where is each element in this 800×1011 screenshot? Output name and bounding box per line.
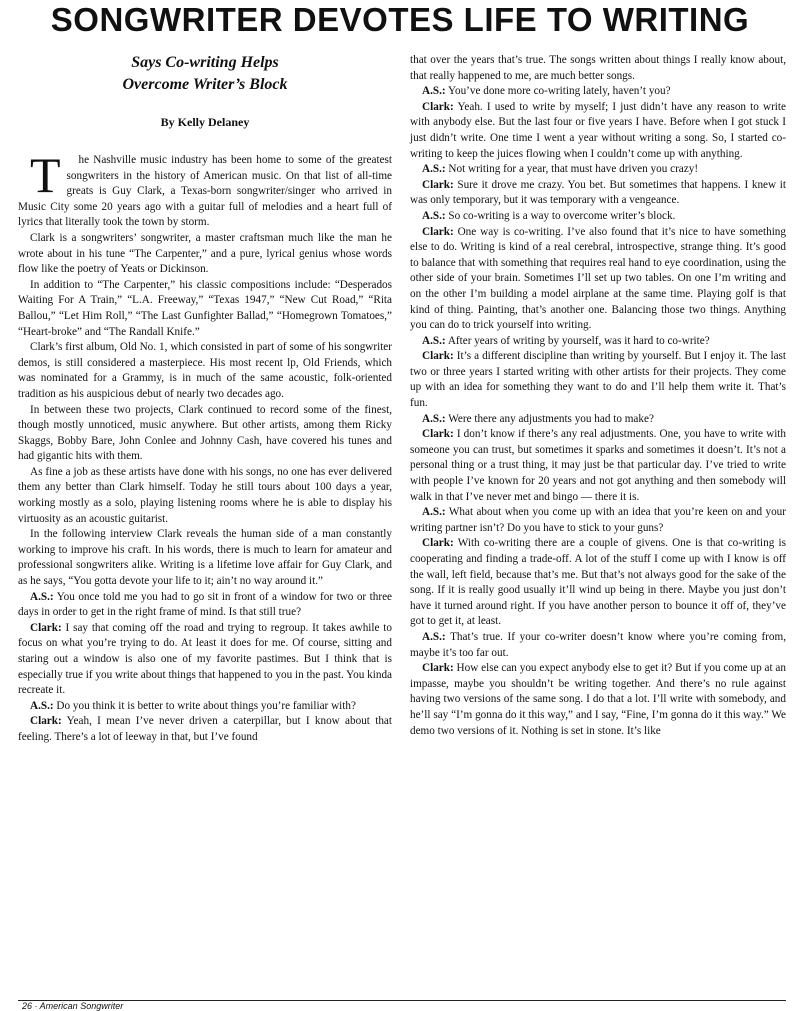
body-paragraph: In addition to “The Carpenter,” his classic compositions include: “Desperados Waiting For A Train,” “L.A. Freeway,” “Texas 1947,” “New Cut Road,” “Rita Ballou,” “Let Him Roll,” “The Last Gunfighter Ballad,” “Homegrown Tomatoes,” “Heart-broke” and “The Randall Knife.” [18, 278, 392, 338]
left-column [18, 147, 392, 746]
qa-paragraph [410, 536, 786, 630]
speaker-label: A.S.: [422, 85, 446, 98]
speaker-label: Clark: [30, 621, 62, 634]
body-paragraph: As fine a job as these artists have done with his songs, no one has ever delivered them any better than Clark himself. Today he still tours about 100 days a year, working mostly as a solo, playing listening rooms where he is able to display his virtuosity as an acoustic guitarist. [18, 465, 392, 525]
speaker-label: A.S.: [422, 506, 446, 519]
speaker-label: Clark: [422, 350, 454, 363]
qa-paragraph [410, 162, 786, 178]
qa-paragraph [410, 209, 786, 225]
speaker-label: Clark: [422, 225, 454, 238]
qa-paragraph [18, 621, 392, 699]
qa-paragraph [410, 334, 786, 350]
qa-text: That’s true. If your co-writer doesn’t know where you’re coming from, maybe it’s too far out. [410, 630, 786, 659]
speaker-label: A.S.: [422, 209, 446, 222]
qa-text: Not writing for a year, that must have driven you crazy! [448, 163, 699, 176]
qa-text: One way is co-writing. I’ve also found that it’s nice to have something else to do. Writing is kind of a real cerebral, introspective, strange thing. It’s good to balance that with something that requires real hand to eye coordination, using the other side of your brain. Sometimes I’ll set up two tables. On one I’m writing and on the other I’m building a model airplane at the same time. Playing golf is that kind of thing. Painting, that’s another one. Balancing those two things. Anything you can do to trick yourself into writing. [410, 225, 786, 332]
qa-text: You once told me you had to go sit in front of a window for two or three days in order to get in the right frame of mind. Is that still true? [18, 590, 392, 619]
qa-paragraph [18, 699, 392, 715]
speaker-label: A.S.: [422, 412, 446, 425]
qa-paragraph [410, 630, 786, 661]
qa-paragraph [410, 505, 786, 536]
speaker-label: Clark: [422, 100, 454, 113]
qa-text: I don’t know if there’s any real adjustments. One, you have to write with someone you can trust, but sometimes it sparks and sometimes it doesn’t. It’s not a personal thing or a trust thing, it may just be that particular day. I’ve tried to write with people I’ve known for 20 years and not got anything and then somebody will walk in that I’ve never met and bingo — there it is. [410, 428, 787, 503]
qa-text: Sure it drove me crazy. You bet. But sometimes that happens. I knew it was only temporary, but it was temporary with a vengeance. [410, 178, 786, 207]
speaker-label: Clark: [422, 428, 454, 441]
intro-paragraph [18, 147, 392, 231]
body-paragraph: In between these two projects, Clark continued to record some of the finest, though mostly unnoticed, music anywhere. But other artists, among them Ricky Skaggs, Bobby Bare, John Conlee and Johnny Cash, have covered his tunes and had gigantic hits with them. [18, 403, 392, 463]
headline: SONGWRITER DEVOTES LIFE TO WRITING [50, 1, 750, 38]
qa-text: Do you think it is better to write about things you’re familiar with? [56, 699, 356, 712]
speaker-label: Clark: [30, 715, 62, 728]
qa-text: How else can you expect anybody else to get it? But if you come up at an impasse, maybe you shouldn’t be writing together. And there’s no rule against having two versions of the same song. I do that a lot. I’ll write with somebody, and he’ll say “I’m gonna do it this way,” and I say, “Fine, I’m gonna do it this way.” We demo two versions of it. Nothing is set in stone. It’s like [410, 662, 786, 737]
speaker-label: A.S.: [422, 334, 446, 347]
subhead-line-1: Says Co-writing Helps [131, 54, 279, 71]
speaker-label: Clark: [422, 662, 454, 675]
qa-text: You’ve done more co-writing lately, haven’t you? [448, 85, 671, 98]
qa-paragraph [410, 100, 786, 162]
speaker-label: A.S.: [422, 630, 446, 643]
qa-paragraph [410, 225, 786, 334]
qa-paragraph [410, 427, 786, 505]
footer-rule [18, 1000, 786, 1001]
qa-text: I say that coming off the road and trying to regroup. It takes awhile to focus on what you’re trying to do. At least it does for me. Of course, sitting and staring out a window is also one of my favorite pastimes. But I think that is especially true if you write about things that happened to you in the past. You kinda recreate it. [18, 621, 392, 697]
speaker-label: A.S.: [30, 590, 54, 603]
right-column [410, 53, 786, 739]
qa-paragraph [18, 590, 392, 621]
continued-paragraph: that over the years that’s true. The songs written about things I really know about, that really happened to me, are much better songs. [410, 54, 786, 82]
byline: By Kelly Delaney [160, 115, 250, 129]
body-paragraph: In the following interview Clark reveals the human side of a man constantly working to improve his craft. In his words, there is much to learn for amateur and professional songwriters alike. Writing is a lifetime love affair for Guy Clark, and as he says, “You gotta devote your life to it; ain’t no way around it.” [18, 528, 392, 588]
qa-text: It’s a different discipline than writing by yourself. But I enjoy it. The last two or three years I started writing with other artists for their projects. They come up with an idea for something they want to do and I’ll help them write it. That’s fun. [410, 350, 787, 410]
qa-paragraph [410, 84, 786, 100]
subhead [18, 52, 392, 96]
qa-paragraph [410, 412, 786, 428]
folio: 26 · American Songwriter [22, 1001, 124, 1011]
drop-cap: T [30, 147, 61, 203]
speaker-label: Clark: [422, 178, 454, 191]
speaker-label: A.S.: [30, 699, 54, 712]
qa-text: Were there any adjustments you had to make? [448, 412, 654, 425]
body-paragraph: Clark is a songwriters’ songwriter, a master craftsman much like the man he wrote about in his tune “The Carpenter,” and a pure, lyrical genius whose words flow like the poetry of Yeats or Dickinson. [18, 231, 392, 276]
qa-paragraph [410, 661, 786, 739]
qa-text: So co-writing is a way to overcome writer’s block. [448, 209, 676, 222]
speaker-label: A.S.: [422, 163, 446, 176]
qa-text: With co-writing there are a couple of givens. One is that co-writing is cooperating and finding a trade-off. A lot of the stuff I come up with I know is off the wall, left field, because that’s me. But that’s not always good for the sake of the song. If it is really good usually it’ll wind up being in there. Maybe you just don’t have it turned around right. If you have another person to bounce it off of, they’ve got to get it, at least. [410, 537, 786, 628]
speaker-label: Clark: [422, 537, 454, 550]
qa-text: What about when you come up with an idea that you’re keen on and your writing partner isn’t? Do you have to stick to your guns? [410, 506, 786, 534]
qa-paragraph [410, 349, 786, 411]
subhead-line-2: Overcome Writer’s Block [122, 76, 288, 93]
qa-paragraph [410, 178, 786, 209]
qa-text: Yeah, I mean I’ve never driven a caterpillar, but I know about that feeling. There’s a lot of leeway in that, but I’ve found [18, 715, 392, 743]
qa-text: After years of writing by yourself, was it hard to co-write? [447, 334, 710, 347]
intro-text: he Nashville music industry has been home to some of the greatest songwriters in the history of American music. On that list of all-time greats is Guy Clark, a Texas-born songwriter/singer who arrived in Music City some 20 years ago with a guitar full of melodies and a heart full of lyrics that literally took the town by storm. [18, 154, 392, 229]
qa-paragraph [18, 714, 392, 745]
body-paragraph: Clark’s first album, Old No. 1, which consisted in part of some of his songwriter demos, is still considered a masterpiece. His most recent lp, Old Friends, which was nominated for a Grammy, is in much of the same acoustic, folk-oriented tradition as his auspicious debut of nearly two decades ago. [18, 341, 392, 400]
qa-text: Yeah. I used to write by myself; I just didn’t have any reason to write with anybody else. But the last four or five years I have. Before when I got stuck I just didn’t write. One time I went a year without writing a song. So, I started co-writing to keep the juices flowing when I couldn’t come up with anything. [410, 100, 786, 160]
